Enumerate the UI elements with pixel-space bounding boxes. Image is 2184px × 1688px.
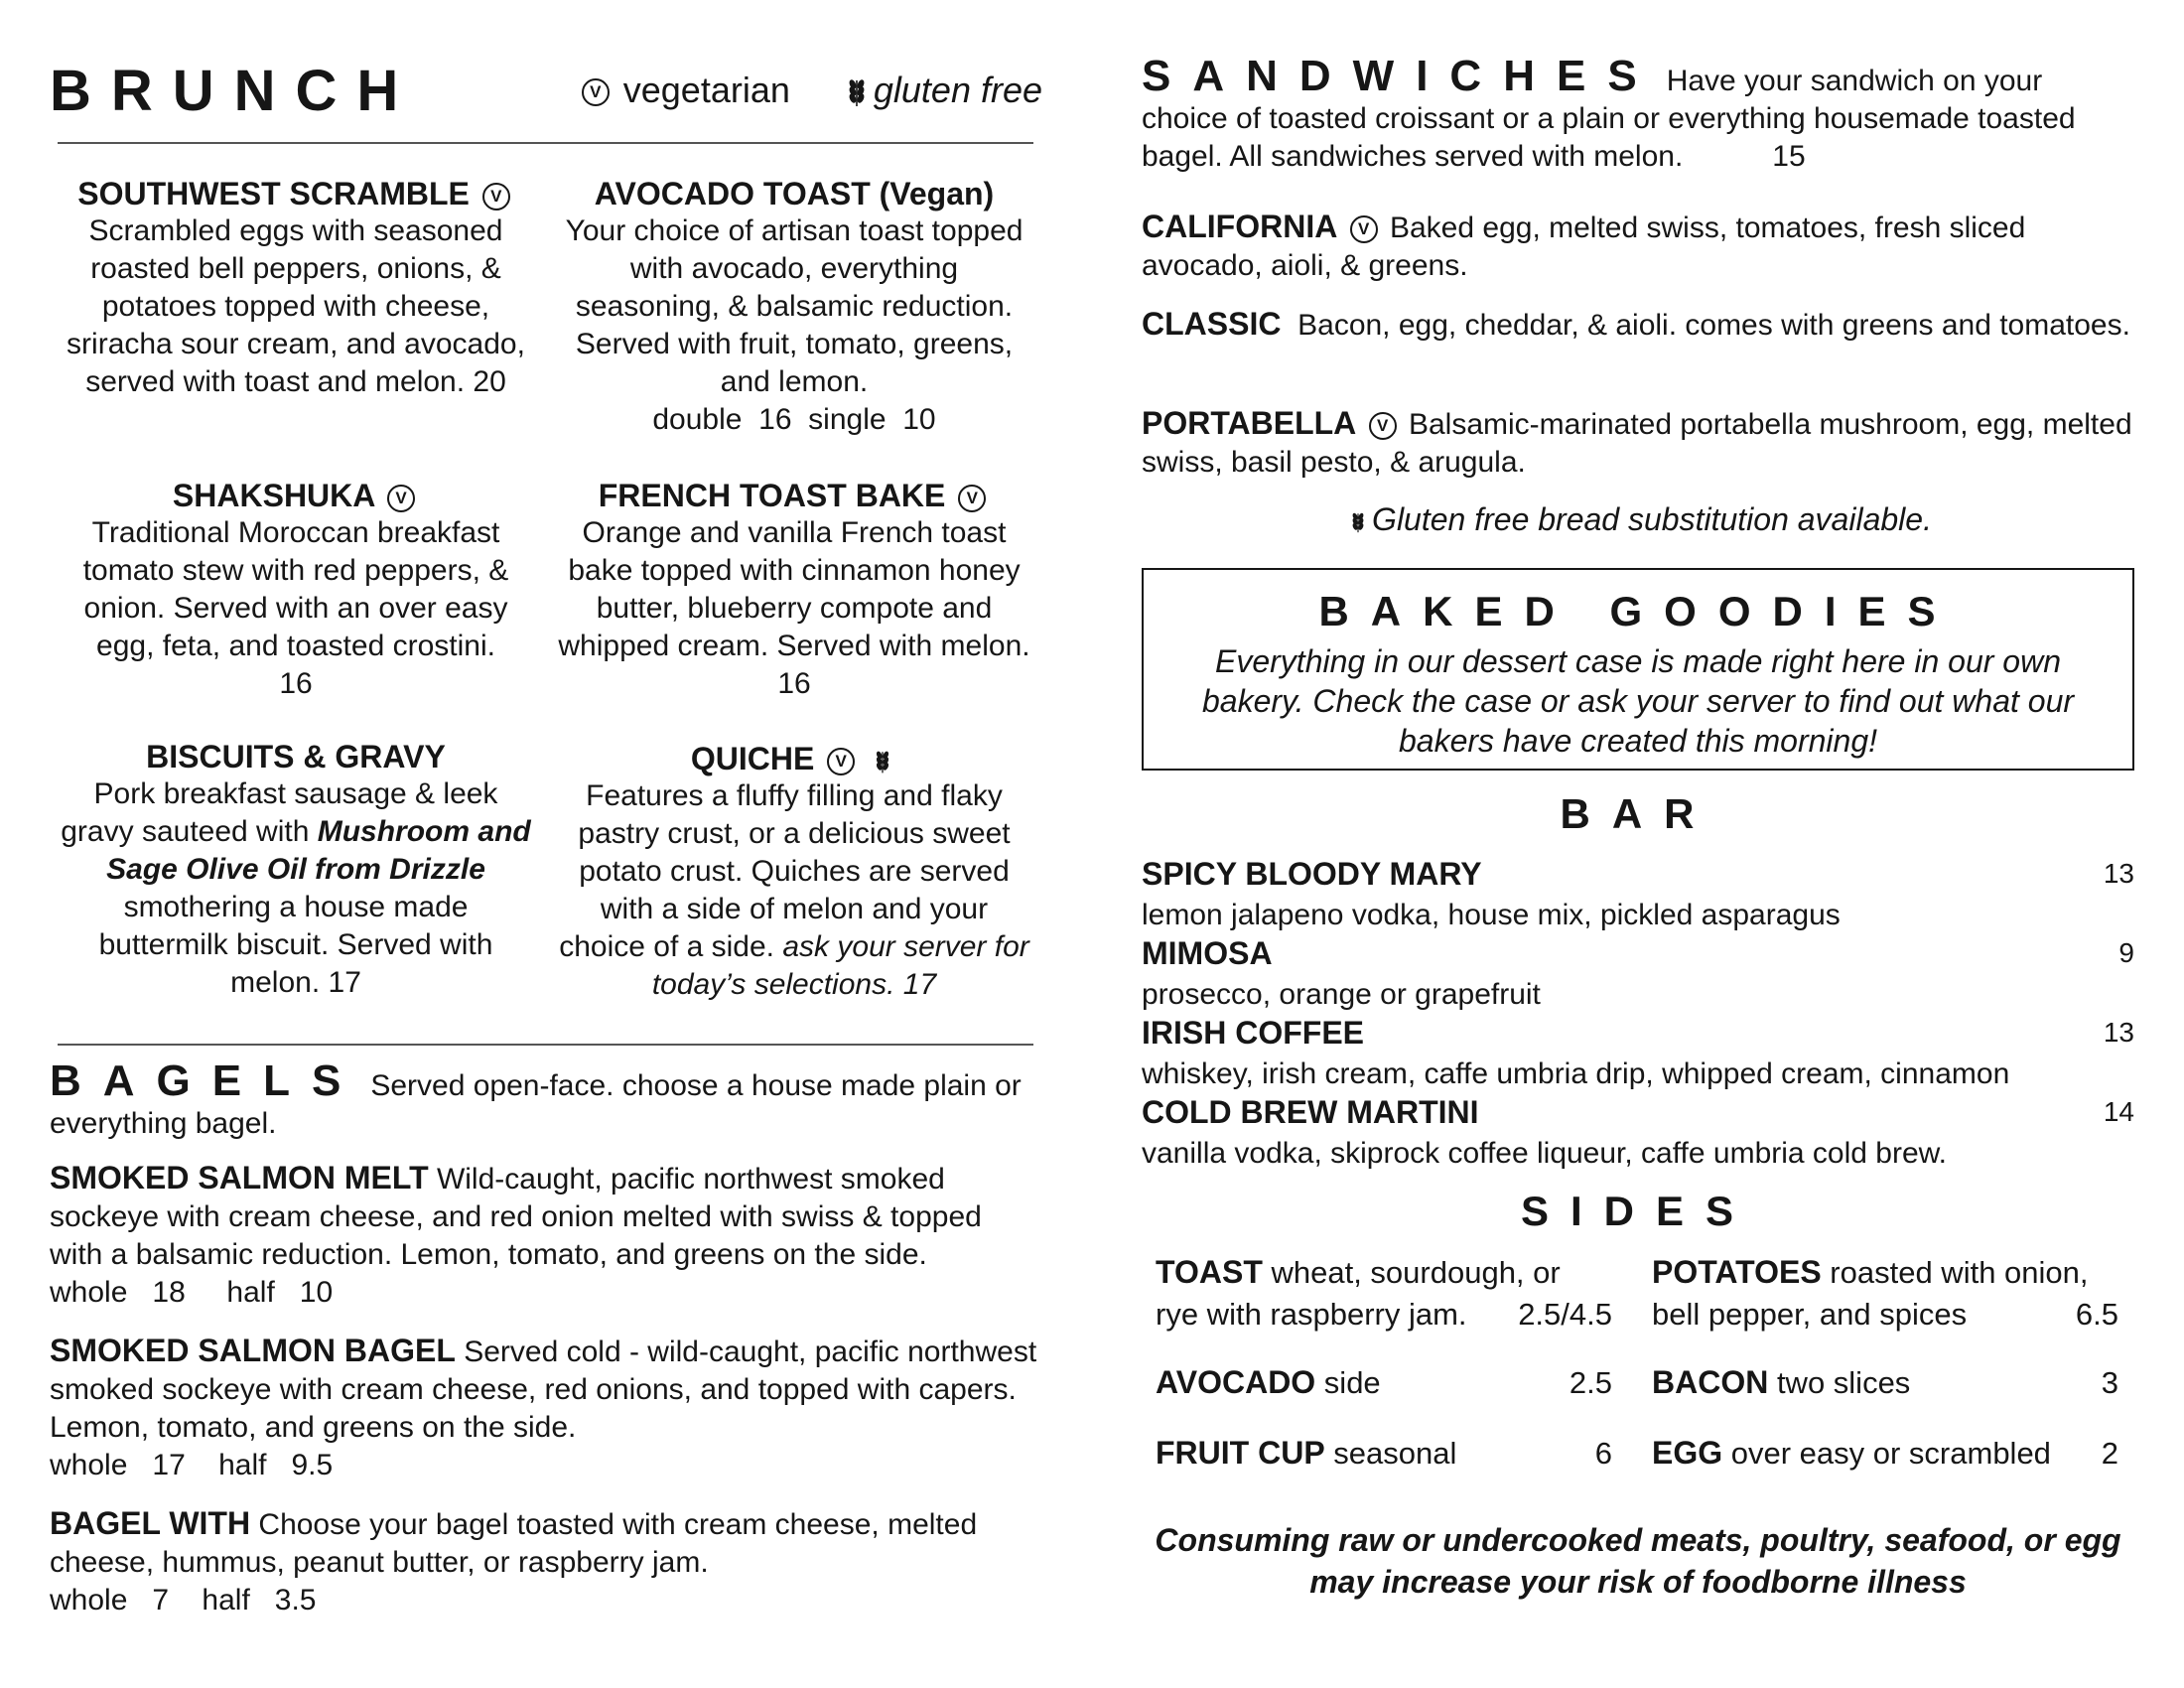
sandwiches-title: SANDWICHES — [1142, 52, 1659, 100]
menu-item-quiche: QUICHE V Features a fluffy filling and flaky pastry crust, or a delicious sweet potato crust. Quiches are served with a side of melon and your choice of a side. ask your server for today’s selections. 17 — [559, 741, 1029, 1001]
brunch-header — [50, 50, 1042, 129]
menu-item-smoked-salmon-melt: SMOKED SALMON MELT Wild-caught, pacific northwest smoked sockeye with cream cheese, and red onion melted with swiss & topped with a balsamic reduction. Lemon, tomato, and greens on the side. whole 18 half 10 — [50, 1160, 982, 1309]
legend-vegetarian: V vegetarian — [578, 70, 790, 111]
baked-goodies-text: Everything in our dessert case is made right here in our own bakery. Check the case or ask your server to find out what our bakers have created this morning! — [1201, 643, 2075, 759]
avocado-toast-price: double 16 single 10 — [652, 403, 936, 436]
menu-item-shakshuka: SHAKSHUKA V Traditional Moroccan breakfast tomato stew with red peppers, & onion. Served with an over easy egg, feta, and toasted crostini. 16 — [58, 477, 534, 703]
menu-item-portabella: PORTABELLA V Balsamic-marinated portabella mushroom, egg, melted swiss, basil pesto, & arugula. — [1142, 405, 2132, 479]
shakshuka-price: 16 — [279, 667, 313, 700]
vegetarian-icon: V — [387, 485, 415, 512]
bar-item-irish-coffee: IRISH COFFEE 13 whiskey, irish cream, caffe umbria drip, whipped cream, cinnamon — [1142, 1015, 2134, 1090]
baked-goodies-box — [1142, 568, 2134, 771]
vegetarian-icon: V — [827, 748, 855, 775]
vegetarian-icon: V — [482, 183, 510, 211]
baked-goodies-title: BAKED GOODIES — [1318, 588, 1958, 634]
bagels-divider — [58, 1044, 1033, 1046]
bar-item-spicy-bloody-mary: SPICY BLOODY MARY 13 lemon jalapeno vodka, house mix, pickled asparagus — [1142, 856, 2134, 931]
bar-item-cold-brew-martini: COLD BREW MARTINI 14 vanilla vodka, skiprock coffee liqueur, caffe umbria cold brew. — [1142, 1094, 2134, 1170]
menu-item-classic: CLASSIC Bacon, egg, cheddar, & aioli. comes with greens and tomatoes. — [1142, 306, 2130, 342]
side-egg: EGG over easy or scrambled 2 — [1652, 1435, 2118, 1471]
wheat-icon — [1350, 510, 1366, 534]
sides-title: SIDES — [1520, 1188, 1756, 1234]
side-avocado: AVOCADO side 2.5 — [1156, 1364, 1612, 1400]
brunch-divider — [58, 142, 1033, 144]
vegetarian-icon: V — [1369, 412, 1397, 440]
menu-item-california: CALIFORNIA V Baked egg, melted swiss, tomatoes, fresh sliced avocado, aioli, & greens. — [1142, 209, 2026, 282]
menu-item-smoked-salmon-bagel: SMOKED SALMON BAGEL Served cold - wild-caught, pacific northwest smoked sockeye with cream cheese, red onions, and topped with capers. Lemon, tomato, and greens on the side. whole 17 half 9.5 — [50, 1333, 1037, 1481]
brunch-title: BRUNCH — [50, 59, 419, 123]
side-bacon: BACON two slices 3 — [1652, 1364, 2118, 1400]
legend-gluten-free: gluten free — [840, 70, 1042, 111]
vegetarian-icon: V — [582, 78, 610, 106]
sandwiches-price: 15 — [1772, 140, 1806, 173]
gluten-free-note: Gluten free bread substitution available. — [1142, 500, 2134, 538]
menu-item-bagel-with: BAGEL WITH Choose your bagel toasted with cream cheese, melted cheese, hummus, peanut butter, or raspberry jam. whole 7 half 3.5 — [50, 1505, 978, 1617]
sandwiches-intro: SANDWICHES Have your sandwich on your choice of toasted croissant or a plain or everything housemade toasted bagel. All sandwiches served with melon. 15 — [1142, 52, 2076, 173]
menu-item-french-toast-bake: FRENCH TOAST BAKE V Orange and vanilla French toast bake topped with cinnamon honey butter, blueberry compote and whipped cream. Served with melon. 16 — [558, 478, 1030, 700]
bagels-intro: BAGELS Served open-face. choose a house made plain or everything bagel. — [50, 1056, 1022, 1140]
menu-item-biscuits-gravy: BISCUITS & GRAVY Pork breakfast sausage & leek gravy sauteed with Mushroom and Sage Olive Oil from Drizzle smothering a house made buttermilk biscuit. Served with melon. 17 — [61, 739, 531, 999]
side-potatoes: POTATOES roasted with onion, bell pepper, and spices 6.5 — [1652, 1254, 2118, 1332]
dietary-legend — [578, 70, 1042, 111]
side-toast: TOAST wheat, sourdough, or rye with raspberry jam. 2.5/4.5 — [1156, 1254, 1612, 1332]
vegetarian-icon: V — [1350, 215, 1378, 243]
wheat-icon — [874, 749, 891, 774]
wheat-icon — [846, 76, 868, 108]
menu-item-southwest-scramble: SOUTHWEST SCRAMBLE V Scrambled eggs with seasoned roasted bell peppers, onions, & potatoes topped with cheese, sriracha sour cream, and avocado, served with toast and melon. 20 — [67, 176, 525, 398]
bagels-title: BAGELS — [50, 1056, 363, 1105]
bar-title: BAR — [1560, 790, 1716, 837]
vegetarian-icon: V — [958, 485, 986, 512]
bar-item-mimosa: MIMOSA 9 prosecco, orange or grapefruit — [1142, 935, 2134, 1011]
side-fruit-cup: FRUIT CUP seasonal 6 — [1156, 1435, 1612, 1471]
foodborne-illness-warning: Consuming raw or undercooked meats, poultry, seafood, or egg may increase your risk of foodborne illness — [1155, 1522, 2121, 1600]
menu-item-avocado-toast: AVOCADO TOAST (Vegan) Your choice of artisan toast topped with avocado, everything seasoning, & balsamic reduction. Served with fruit, tomato, greens, and lemon. double 16 single 10 — [556, 175, 1032, 439]
